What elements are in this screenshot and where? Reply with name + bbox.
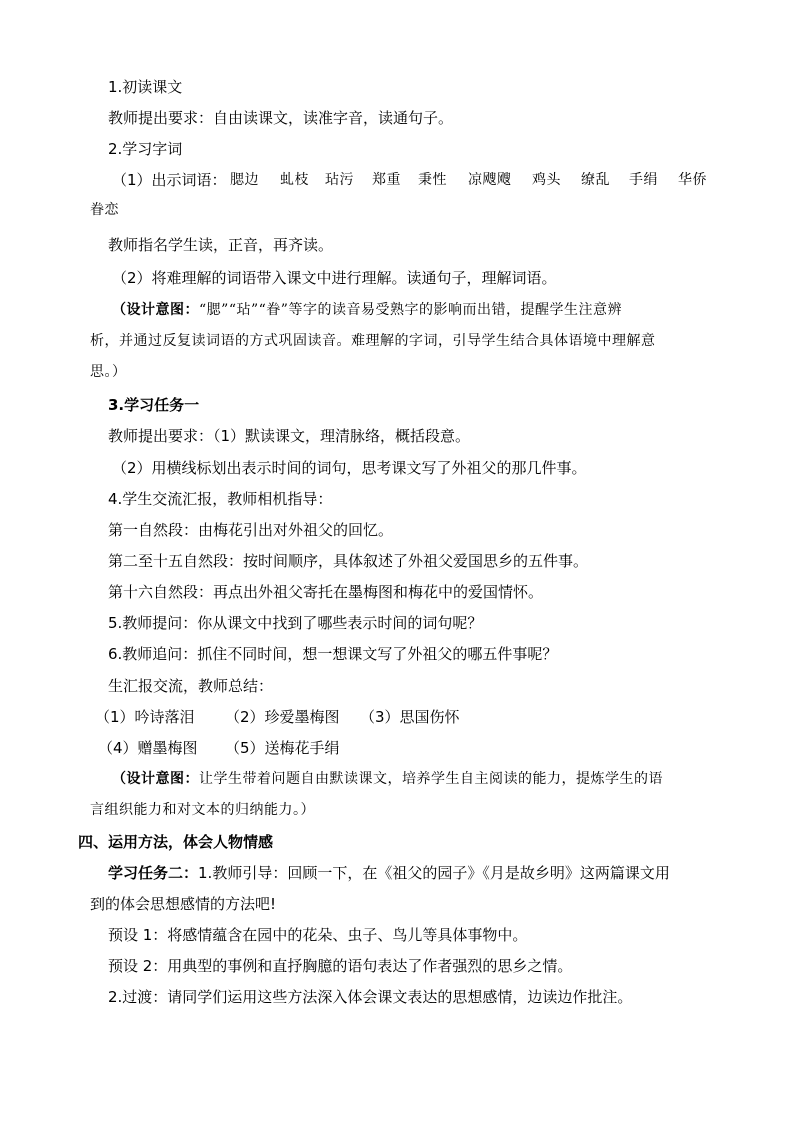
task2-label: 学习任务二：: [108, 864, 199, 882]
vocab-word: 鸡头: [532, 172, 561, 188]
teacher-reading-note: 教师指名学生读，正音，再齐读。: [108, 236, 334, 254]
task1-requirement: 教师提出要求：（1）默读课文，理清脉络，概括段意。: [108, 427, 471, 445]
step-5-question: 5.教师提问：你从课文中找到了哪些表示时间的词句呢？: [108, 614, 483, 632]
vocab-understanding: （2）将难理解的词语带入课文中进行理解。读通句子，理解词语。: [112, 269, 557, 287]
transition: 2.过渡：请同学们运用这些方法深入体会课文表达的思想感情，边读边作批注。: [108, 988, 633, 1006]
preset-2: 预设 2：用典型的事例和直抒胸臆的语句表达了作者强烈的思乡之情。: [108, 957, 573, 975]
vocab-word: 腮边: [230, 172, 259, 188]
preset-1: 预设 1：将感情蕴含在园中的花朵、虫子、鸟儿等具体事物中。: [108, 926, 528, 944]
step-4-heading: 4.学生交流汇报，教师相机指导：: [108, 490, 333, 508]
paragraph-summary-3: 第十六自然段：再点出外祖父寄托在墨梅图和梅花中的爱国情怀。: [108, 583, 544, 601]
design-intent-1-line3: 思。）: [90, 364, 127, 380]
design-intent-2-line2: 言组织能力和对文本的归纳能力。）: [90, 802, 315, 818]
event-list-row-2: [98, 738, 340, 758]
teacher-requirement: 教师提出要求：自由读课文，读准字音，读通句子。: [108, 109, 454, 127]
paragraph-summary-1: 第一自然段：由梅花引出对外祖父的回忆。: [108, 521, 394, 539]
vocab-word: 秉性: [418, 172, 447, 188]
vocab-word-wrapped: 眷恋: [90, 202, 119, 218]
event-item: （3）思国伤怀: [360, 708, 460, 726]
vocab-prefix: （1）出示词语：: [112, 171, 227, 189]
vocab-word: 虬枝: [280, 172, 309, 188]
vocab-word: 玷污: [325, 172, 354, 188]
paragraph-summary-2: 第二至十五自然段：按时间顺序，具体叙述了外祖父爱国思乡的五件事。: [108, 552, 589, 570]
step-3-heading: 3.学习任务一: [108, 396, 200, 414]
vocab-word: 郑重: [372, 172, 401, 188]
vocab-word: 华侨: [678, 172, 707, 188]
event-item: （5）送梅花手绢: [225, 739, 340, 757]
task2-line1: 学习任务二：1.教师引导：回顾一下，在《祖父的园子》《月是故乡明》这两篇课文用: [108, 864, 670, 882]
vocab-word: 手绢: [629, 172, 658, 188]
step-2-heading: 2.学习字词: [108, 140, 183, 158]
event-item: （4）赠墨梅图: [98, 739, 198, 757]
event-item: （2）珍爱墨梅图: [225, 708, 340, 726]
design-intent-1-line2: 析，并通过反复读词语的方式巩固读音。难理解的字词，引导学生结合具体语境中理解意: [90, 333, 656, 349]
step-1-heading: 1.初读课文: [108, 78, 183, 96]
design-intent-2-line1: （设计意图：让学生带着问题自由默读课文，培养学生自主阅读的能力，提炼学生的语: [112, 771, 663, 787]
vocab-word: 缭乱: [581, 172, 610, 188]
vocab-line: [112, 170, 707, 190]
design-intent-label: （设计意图：: [112, 771, 199, 787]
task2-line2: 到的体会思想感情的方法吧!: [90, 895, 277, 913]
summary-intro: 生汇报交流，教师总结：: [108, 677, 274, 695]
step-6-question: 6.教师追问：抓住不同时间，想一想课文写了外祖父的哪五件事呢？: [108, 645, 558, 663]
design-intent-label: （设计意图：: [112, 302, 199, 318]
design-intent-1-line1: （设计意图：“腮”“玷”“眷”等字的读音易受熟字的影响而出错，提醒学生注意辨: [112, 302, 622, 318]
vocab-word: 凉飕飕: [468, 172, 512, 188]
section-4-heading: 四、运用方法，体会人物情感: [78, 833, 274, 851]
event-list-row-1: [95, 707, 460, 727]
task1-marking: （2）用横线标划出表示时间的词句，思考课文写了外祖父的那几件事。: [112, 459, 587, 477]
event-item: （1）吟诗落泪: [95, 708, 195, 726]
